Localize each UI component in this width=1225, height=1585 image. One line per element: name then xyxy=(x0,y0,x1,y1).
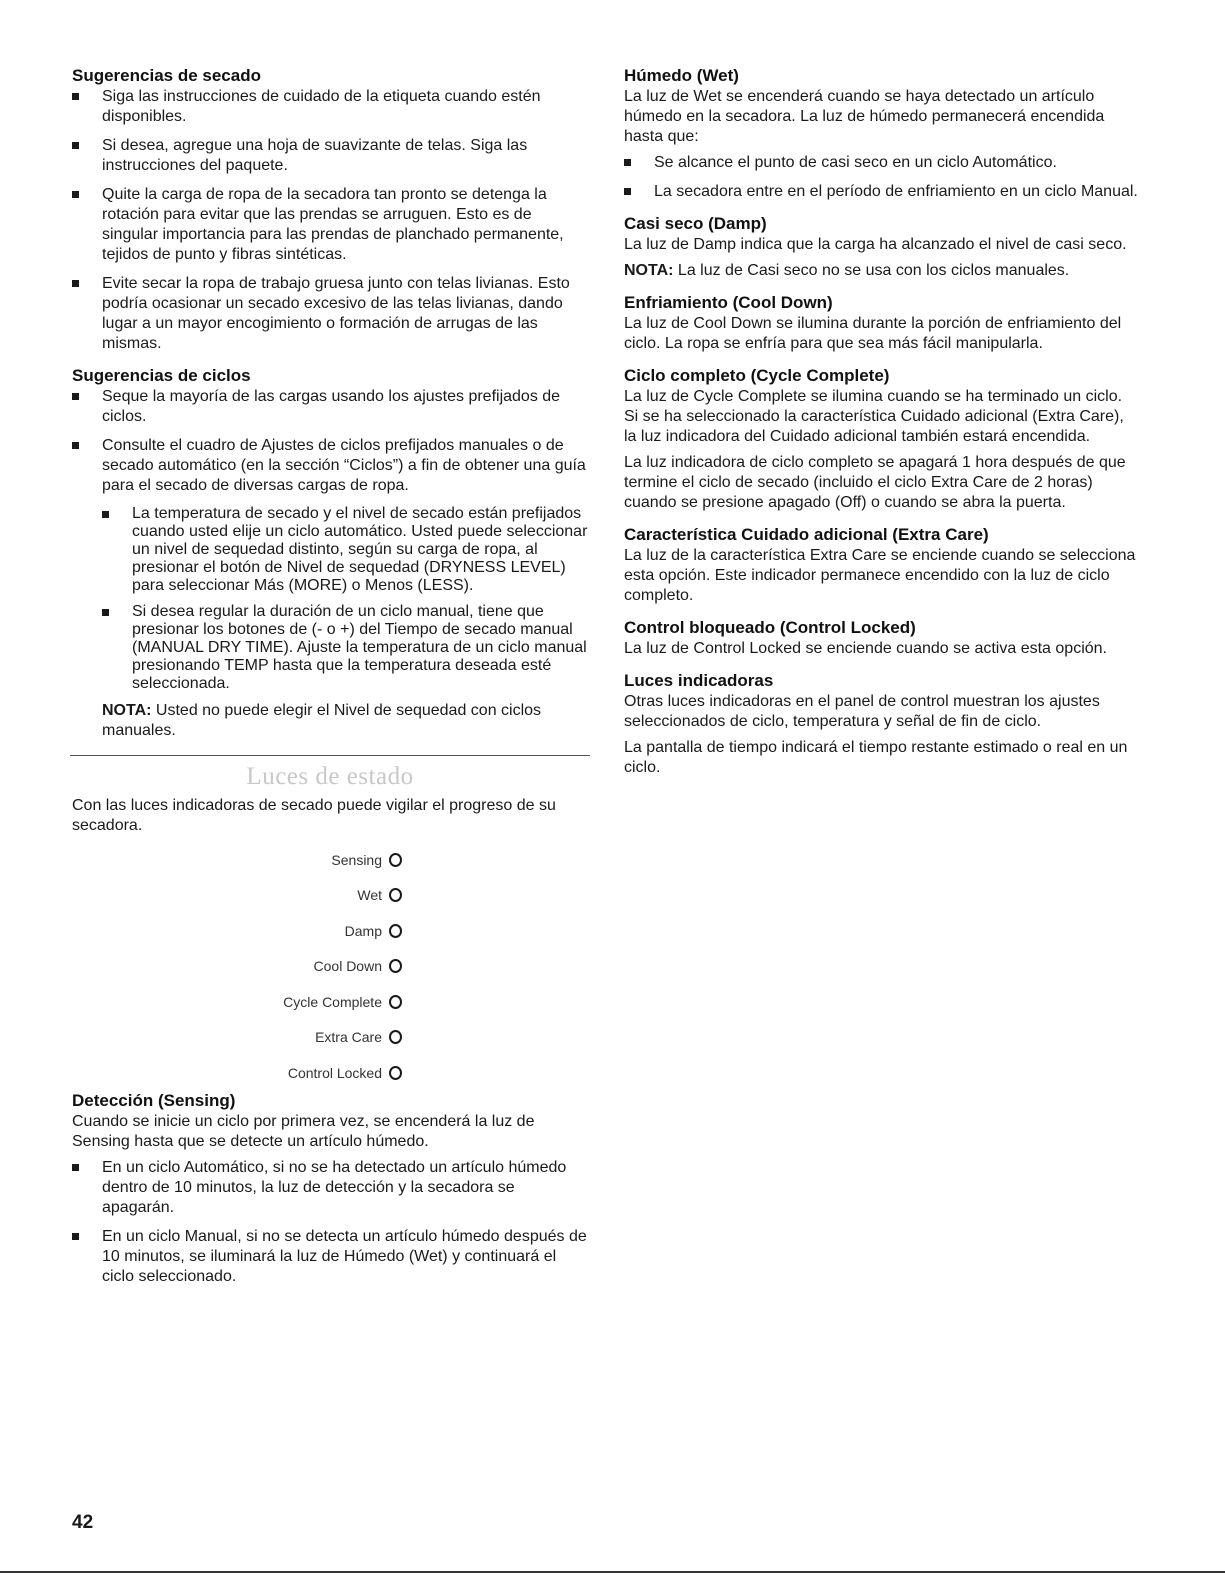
paragraph: La luz de Cool Down se ilumina durante la porción de enfriamiento del ciclo. La ropa se enfría para que sea más fácil manipularla. xyxy=(624,315,1122,352)
indicator-lights-section xyxy=(624,671,1140,778)
indicator-light-icon xyxy=(389,995,402,1009)
paragraph: La luz indicadora de ciclo completo se apagará 1 hora después de que termine el ciclo de secado (incluido el ciclo Extra Care de 2 horas) cuando se presione apagado (Off) o cuando se abra la puerta. xyxy=(624,454,1126,511)
list-item: Si desea, agregue una hoja de suavizante de telas. Siga las instrucciones del paquete. xyxy=(72,136,588,176)
cool-down-section xyxy=(624,293,1140,354)
status-lights-intro: Con las luces indicadoras de secado puede vigilar el progreso de su secadora. xyxy=(72,797,556,834)
page-bottom-rule xyxy=(0,1571,1225,1573)
sub-list-item: La temperatura de secado y el nivel de secado están prefijados cuando usted elije un ciclo automático. Usted puede seleccionar un nivel de sequedad distinto, según su carga de ropa, al presionar el botón de Nivel de sequedad (DRYNESS LEVEL) para seleccionar Más (MORE) o Menos (LESS). xyxy=(102,505,588,595)
list-item: Consulte el cuadro de Ajustes de ciclos prefijados manuales o de secado automático (en la sección “Ciclos”) a fin de obtener una guía para el secado de diversas cargas de ropa. xyxy=(72,436,588,496)
list-item: Seque la mayoría de las cargas usando los ajustes prefijados de ciclos. xyxy=(72,387,588,427)
status-lights-section xyxy=(72,762,588,1091)
legend-row-sensing xyxy=(72,842,402,878)
paragraph: La luz de Control Locked se enciende cuando se activa esta opción. xyxy=(624,640,1107,657)
section-heading: Casi seco (Damp) xyxy=(624,214,767,233)
cycle-complete-section xyxy=(624,366,1140,513)
bullet-list xyxy=(624,153,1140,202)
note xyxy=(624,261,1140,281)
legend-label: Wet xyxy=(357,887,382,904)
indicator-light-icon xyxy=(389,959,402,973)
legend-row-control-locked xyxy=(72,1055,402,1091)
section-heading: Ciclo completo (Cycle Complete) xyxy=(624,366,890,385)
legend-label: Extra Care xyxy=(315,1029,382,1046)
bullet-list xyxy=(72,387,588,496)
note xyxy=(72,701,588,741)
page-number: 42 xyxy=(72,1512,94,1533)
paragraph: Otras luces indicadoras en el panel de control muestran los ajustes seleccionados de ciclo, temperatura y señal de fin de ciclo. xyxy=(624,693,1100,730)
legend-row-extra-care xyxy=(72,1020,402,1056)
section-heading: Enfriamiento (Cool Down) xyxy=(624,293,833,312)
indicator-light-icon xyxy=(389,1066,402,1080)
sub-bullet-list xyxy=(102,505,588,693)
sensing-section xyxy=(72,1091,588,1287)
legend-row-damp xyxy=(72,913,402,949)
legend-label: Cool Down xyxy=(313,958,382,975)
legend-row-wet xyxy=(72,878,402,914)
legend-label: Cycle Complete xyxy=(283,993,382,1010)
note-label: NOTA: xyxy=(102,702,152,719)
indicator-light-icon xyxy=(389,1030,402,1044)
legend-row-cycle-complete xyxy=(72,984,402,1020)
section-heading: Sugerencias de secado xyxy=(72,66,261,85)
left-column xyxy=(72,66,588,1299)
extra-care-section xyxy=(624,525,1140,606)
damp-section xyxy=(624,214,1140,281)
section-heading: Húmedo (Wet) xyxy=(624,66,739,85)
list-item: La secadora entre en el período de enfriamiento en un ciclo Manual. xyxy=(624,182,1140,202)
section-heading: Sugerencias de ciclos xyxy=(72,366,251,385)
drying-tips-section xyxy=(72,66,588,354)
note-text: La luz de Casi seco no se usa con los ciclos manuales. xyxy=(673,262,1070,279)
list-item: Se alcance el punto de casi seco en un ciclo Automático. xyxy=(624,153,1140,173)
indicator-light-icon xyxy=(389,888,402,902)
section-heading: Luces indicadoras xyxy=(624,671,774,690)
section-heading: Control bloqueado (Control Locked) xyxy=(624,618,916,637)
paragraph: Cuando se inicie un ciclo por primera vez, se encenderá la luz de Sensing hasta que se detecte un artículo húmedo. xyxy=(72,1112,535,1150)
status-lights-title: Luces de estado xyxy=(246,763,414,790)
paragraph: La luz de la característica Extra Care se enciende cuando se selecciona esta opción. Este indicador permanece encendido con la luz de ciclo completo. xyxy=(624,547,1136,604)
paragraph: La pantalla de tiempo indicará el tiempo restante estimado o real en un ciclo. xyxy=(624,739,1128,776)
section-heading: Detección (Sensing) xyxy=(72,1090,236,1110)
legend-row-cool-down xyxy=(72,949,402,985)
section-divider xyxy=(70,755,590,756)
bullet-list xyxy=(72,1158,588,1287)
legend-label: Control Locked xyxy=(287,1064,382,1081)
list-item: En un ciclo Automático, si no se ha detectado un artículo húmedo dentro de 10 minutos, la luz de detección y la secadora se apagarán. xyxy=(72,1158,588,1218)
list-item: Siga las instrucciones de cuidado de la etiqueta cuando estén disponibles. xyxy=(72,87,588,127)
paragraph: La luz de Wet se encenderá cuando se haya detectado un artículo húmedo en la secadora. La luz de húmedo permanecerá encendida hasta que: xyxy=(624,88,1105,145)
note-label: NOTA: xyxy=(624,262,674,279)
status-lights-legend xyxy=(72,842,402,1091)
note-text: Usted no puede elegir el Nivel de sequedad con ciclos manuales. xyxy=(102,702,542,739)
list-item: En un ciclo Manual, si no se detecta un artículo húmedo después de 10 minutos, se iluminará la luz de Húmedo (Wet) y continuará el ciclo seleccionado. xyxy=(72,1227,588,1287)
paragraph: La luz de Cycle Complete se ilumina cuando se ha terminado un ciclo. Si se ha seleccionado la característica Cuidado adicional (Extra Care), la luz indicadora del Cuidado adicional también estará encendida. xyxy=(624,388,1124,445)
right-column xyxy=(624,66,1140,790)
wet-section xyxy=(624,66,1140,202)
control-locked-section xyxy=(624,618,1140,659)
section-heading: Característica Cuidado adicional (Extra Care) xyxy=(624,525,989,544)
indicator-light-icon xyxy=(389,924,402,938)
bullet-list xyxy=(72,87,588,354)
list-item: Quite la carga de ropa de la secadora tan pronto se detenga la rotación para evitar que las prendas se arruguen. Esto es de singular importancia para las prendas de planchado permanente, tejidos de punto y fibras sintéticas. xyxy=(72,185,588,265)
cycle-tips-section xyxy=(72,366,588,741)
legend-label: Damp xyxy=(344,922,382,939)
indicator-light-icon xyxy=(389,853,402,867)
paragraph: La luz de Damp indica que la carga ha alcanzado el nivel de casi seco. xyxy=(624,236,1127,253)
legend-label: Sensing xyxy=(331,851,382,868)
list-item: Evite secar la ropa de trabajo gruesa junto con telas livianas. Esto podría ocasionar un secado excesivo de las telas livianas, dando lugar a un mayor encogimiento o formación de arrugas de las mismas. xyxy=(72,274,588,354)
sub-list-item: Si desea regular la duración de un ciclo manual, tiene que presionar los botones de (- o +) del Tiempo de secado manual (MANUAL DRY TIME). Ajuste la temperatura de un ciclo manual presionando TEMP hasta que la temperatura deseada esté seleccionada. xyxy=(102,603,588,693)
